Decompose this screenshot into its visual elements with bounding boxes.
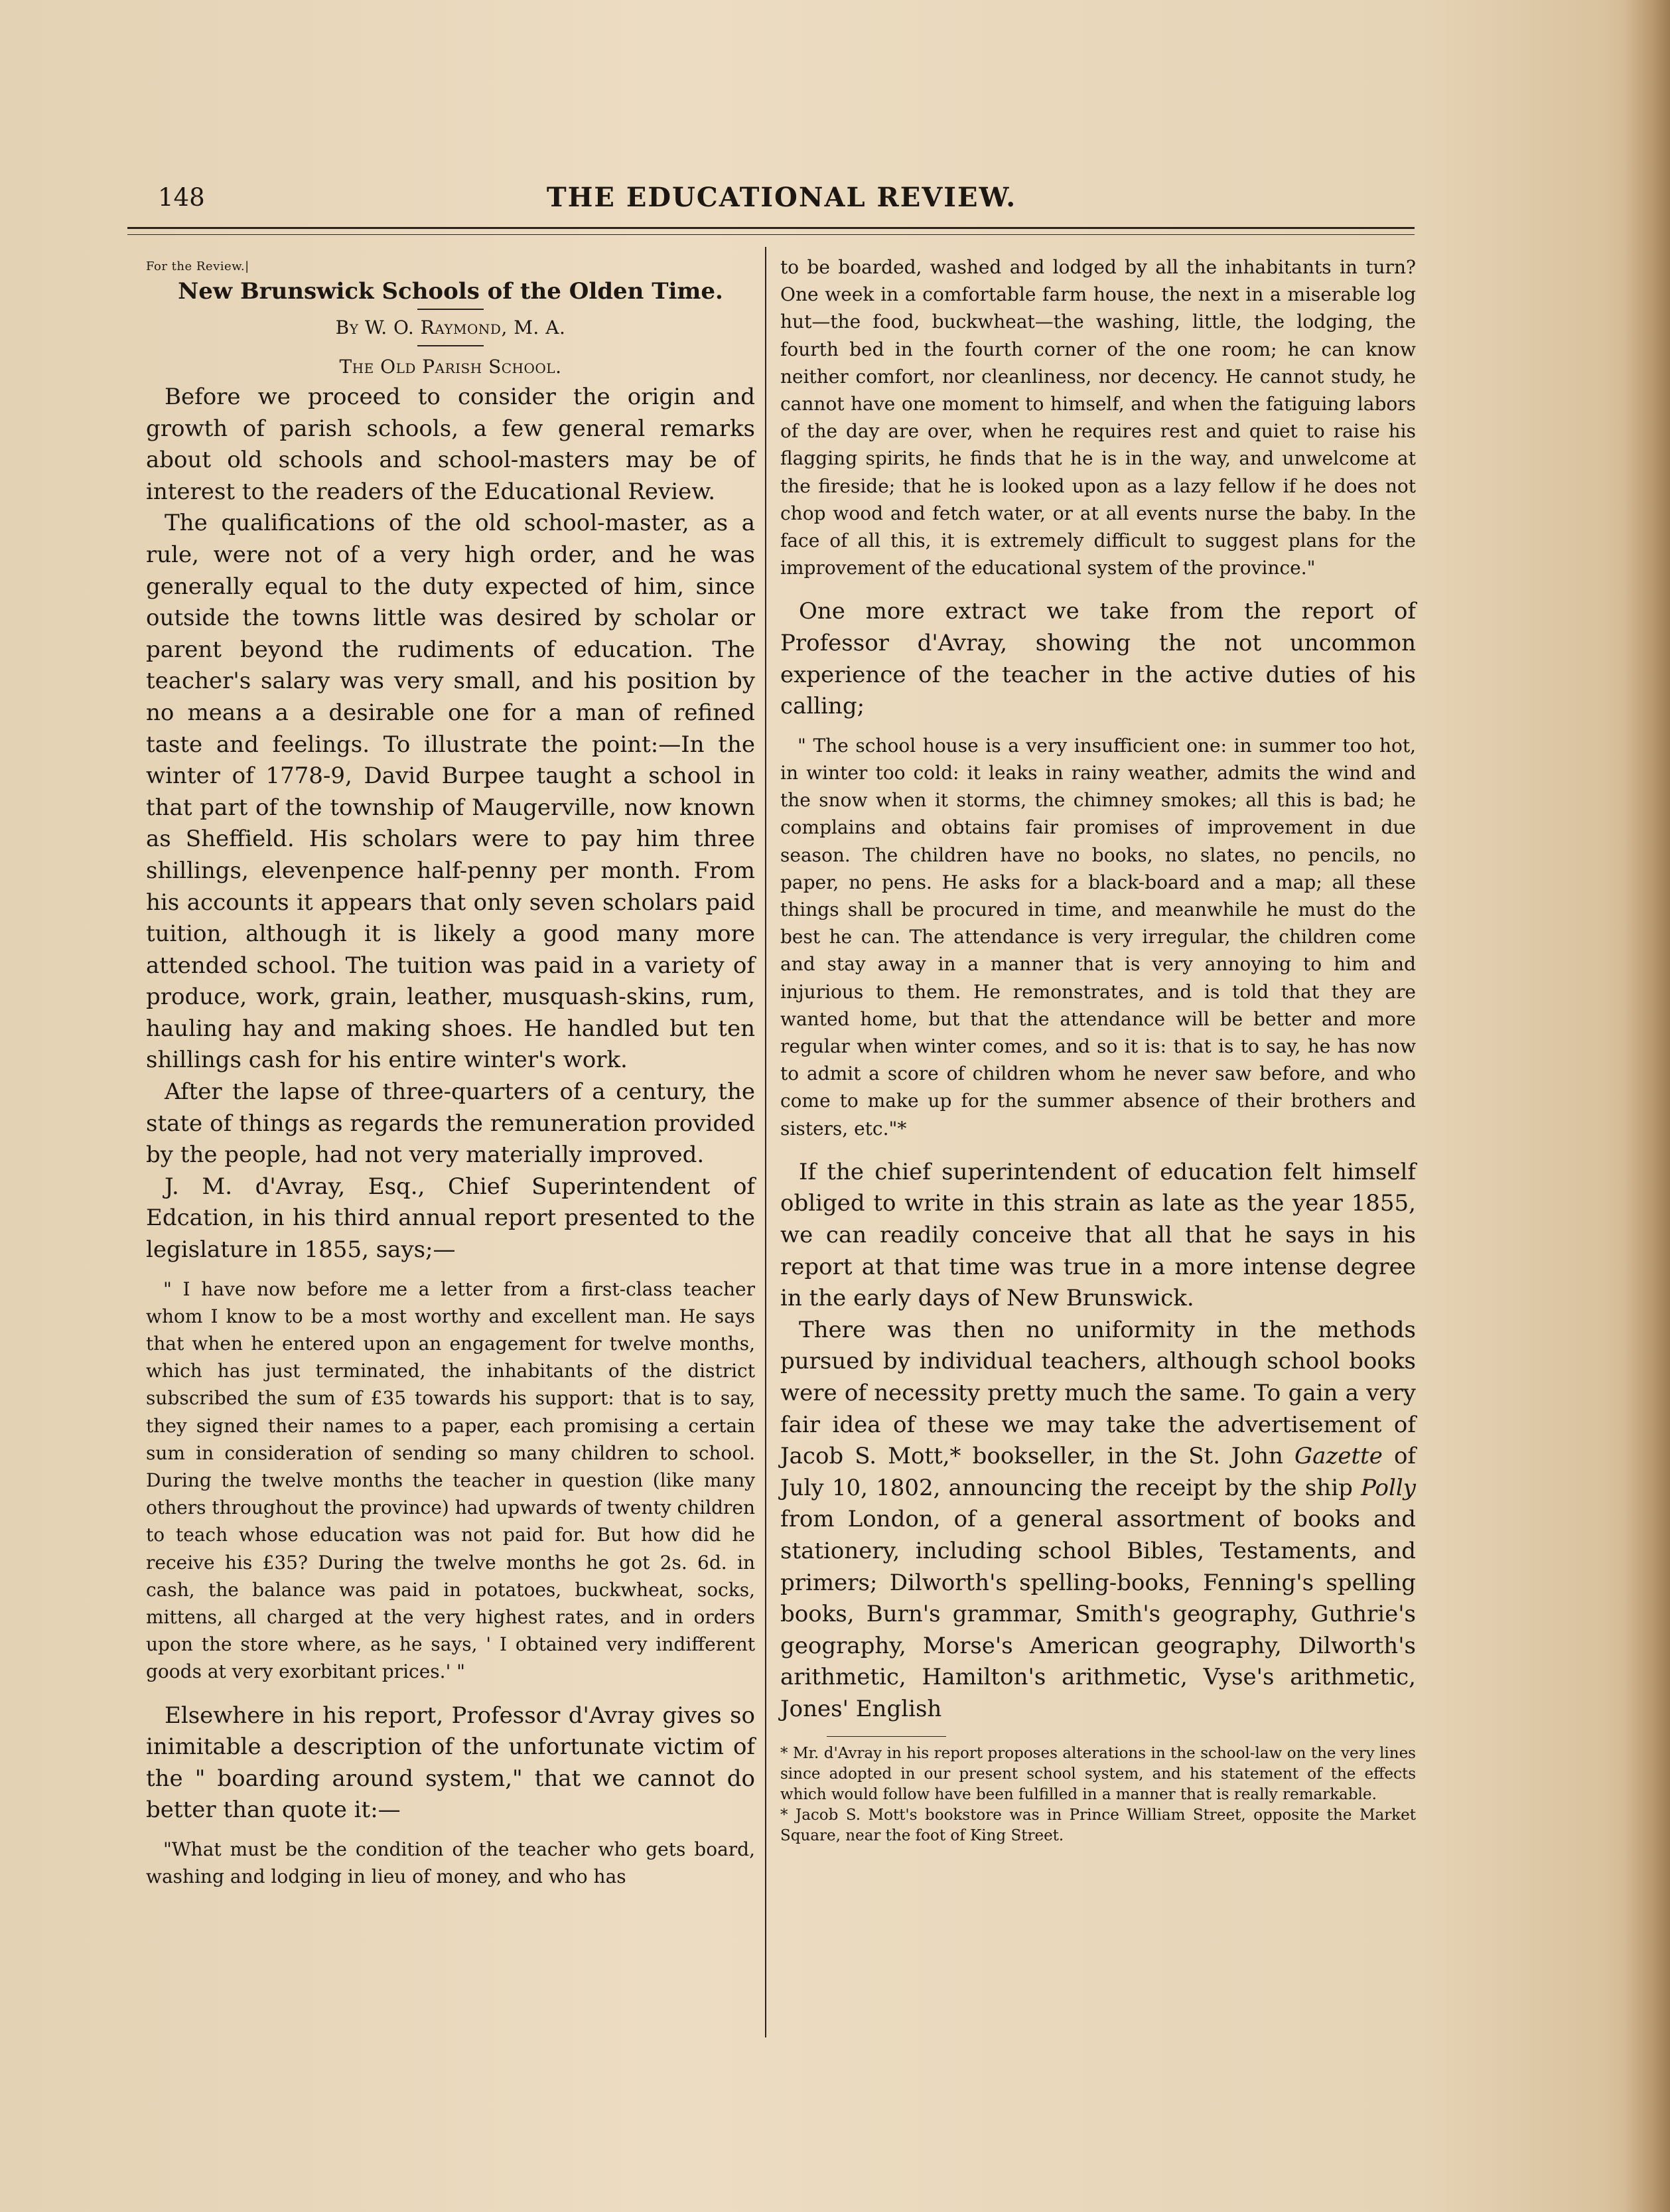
- title-rule: [417, 309, 484, 310]
- paragraph: There was then no uniformity in the methods pursued by individual teachers, although school books were of necessity pretty much the same. To gain a very fair idea of these we may take the advertisement of Jacob S. Mott,* bookseller, in the St. John Gazette of July 10, 1802, announcing the receipt by the ship Polly from London, of a general assortment of books and stationery, including school Bibles, Testaments, and primers; Dilworth's spelling-books, Fenning's spelling books, Burn's grammar, Smith's geography, Guthrie's geography, Morse's American geography, Dilworth's arithmetic, Hamilton's arithmetic, Vyse's arithmetic, Jones' English: [780, 1316, 1416, 1722]
- paragraph: One more extract we take from the report of Professor d'Avray, showing the not uncommon experience of the teacher in the active duties of his calling;: [780, 598, 1416, 720]
- paragraph: After the lapse of three-quarters of a century, the state of things as regards the remuneration provided by the people, had not very materially improved.: [146, 1078, 755, 1169]
- article-source-label: For the Review.|: [146, 259, 249, 273]
- section-heading: The Old Parish School.: [339, 356, 562, 378]
- right-column: [780, 254, 1416, 1846]
- running-title: THE EDUCATIONAL REVIEW.: [546, 182, 1017, 213]
- column-divider: [765, 247, 766, 2037]
- byline-rule: [417, 345, 484, 346]
- paragraph: J. M. d'Avray, Esq., Chief Superintendent of Edcation, in his third annual report presented to the legislature in 1855, says;—: [146, 1173, 755, 1264]
- block-quote: " I have now before me a letter from a first-class teacher whom I know to be a most worthy and excellent man. He says that when he entered upon an engagement for twelve months, which has just terminated, the inhabitants of the district subscribed the sum of £35 towards his support: that is to say, they signed their names to a paper, each promising a certain sum in consideration of sending so many children to school. During the twelve months the teacher in question (like many others throughout the province) had upwards of twenty children to teach whose education was not paid for. But how did he receive his £35? During the twelve months he got 2s. 6d. in cash, the balance was paid in potatoes, buckwheat, socks, mittens, all charged at the very highest rates, and in orders upon the store where, as he says, ' I obtained very indifferent goods at very exorbitant prices.' ": [146, 1278, 755, 1683]
- footnote-rule: [827, 1736, 946, 1737]
- left-column: [146, 254, 755, 1890]
- header-rule: [127, 227, 1415, 235]
- paragraph: The qualifications of the old school-master, as a rule, were not of a very high order, and he was generally equal to the duty expected of him, since outside the towns little was desired by scholar or parent beyond the rudiments of education. The teacher's salary was very small, and his position by no means a a desirable one for a man of refined taste and feelings. To illustrate the point:—In the winter of 1778-9, David Burpee taught a school in that part of the township of Maugerville, now known as Sheffield. His scholars were to pay him three shillings, elevenpence half-penny per month. From his accounts it appears that only seven scholars paid tuition, although it is likely a good many more attended school. The tuition was paid in a variety of produce, work, grain, leather, musquash-skins, rum, hauling hay and making shoes. He handled but ten shillings cash for his entire winter's work.: [146, 510, 755, 1074]
- paragraph: If the chief superintendent of education felt himself obliged to write in this strain as late as the year 1855, we can readily conceive that all that he says in his report at that time was true in a more intense degree in the early days of New Brunswick.: [780, 1158, 1416, 1312]
- page-edge-shadow: [1624, 0, 1670, 2212]
- paragraph: Before we proceed to consider the origin and growth of parish schools, a few general remarks about old schools and school-masters may be of interest to the readers of the Educational Review.: [146, 384, 755, 505]
- footnote: * Mr. d'Avray in his report proposes alterations in the school-law on the very lines since adopted in our present school system, and his statement of the effects which would follow have been fulfilled in a manner that is really remarkable.: [780, 1745, 1416, 1804]
- block-quote: "What must be the condition of the teacher who gets board, washing and lodging in lieu of money, and who has: [146, 1838, 755, 1888]
- paragraph: Elsewhere in his report, Professor d'Avray gives so inimitable a description of the unfortunate victim of the " boarding around system," that we cannot do better than quote it:—: [146, 1702, 755, 1824]
- block-quote-continued: to be boarded, washed and lodged by all the inhabitants in turn? One week in a comfortable farm house, the next in a miserable log hut—the food, buckwheat—the washing, little, the lodging, the fourth bed in the fourth corner of the one room; he can know neither comfort, nor cleanliness, nor decency. He cannot study, he cannot have one moment to himself, and when the fatiguing labors of the day are over, when he requires rest and quiet to raise his flagging spirits, he finds that he is in the way, and unwelcome at the fireside; that he is looked upon as a lazy fellow if he does not chop wood and fetch water, or at all events nurse the baby. In the face of all this, it is extremely difficult to suggest plans for the improvement of the educational system of the province.": [780, 256, 1416, 579]
- footnote: * Jacob S. Mott's bookstore was in Prince William Street, opposite the Market Square, near the foot of King Street.: [780, 1806, 1416, 1845]
- article-title: New Brunswick Schools of the Olden Time.: [178, 278, 723, 305]
- page-header: [151, 179, 1412, 219]
- block-quote: " The school house is a very insufficient one: in summer too hot, in winter too cold: it leaks in rainy weather, admits the wind and the snow when it storms, the chimney smokes; all this is bad; he complains and obtains fair promises of improvement in due season. The children have no books, no slates, no pencils, no paper, no pens. He asks for a black-board and a map; all these things shall be procured in time, and meanwhile he must do the best he can. The attendance is very irregular, the children come and stay away in a manner that is very annoying to him and injurious to them. He remonstrates, and is told that they are wanted home, but that the attendance will be better and more regular when winter comes, and so it is: that is to say, he has now to admit a score of children whom he never saw before, and who come to make up for the summer absence of their brothers and sisters, etc."*: [780, 734, 1416, 1140]
- ship-name: Polly: [1361, 1474, 1416, 1501]
- article-byline: By W. O. Raymond, M. A.: [335, 317, 566, 338]
- newspaper-title: Gazette: [1294, 1443, 1383, 1470]
- page-number: 148: [158, 183, 205, 212]
